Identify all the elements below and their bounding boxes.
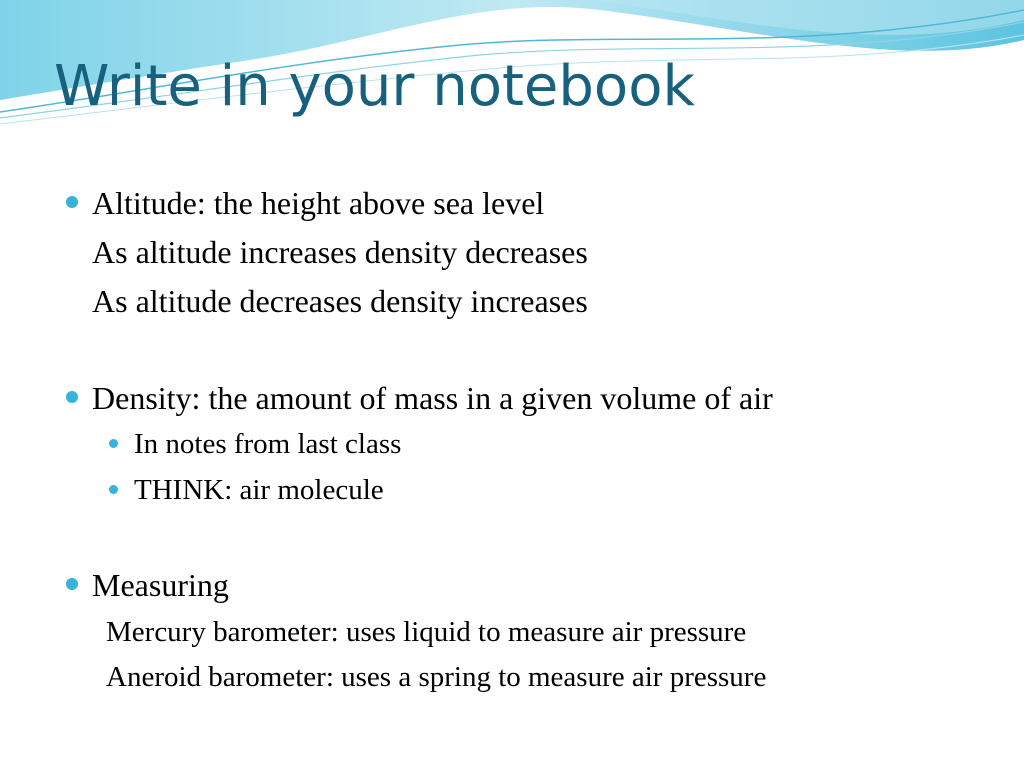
continuation-line: As altitude increases density decreases [92,234,588,270]
sub-bullet-item: THINK: air molecule [134,474,384,506]
sub-bullet-icon [109,485,118,494]
slide-title: Write in your notebook [54,54,695,119]
sub-bullet-item: In notes from last class [134,428,402,460]
bullet-altitude: Altitude: the height above sea level [92,185,545,221]
bullet-icon [66,196,78,208]
bullet-icon [66,391,78,403]
continuation-line: Mercury barometer: uses liquid to measure air pressure [106,616,747,648]
bullet-icon [66,578,78,590]
continuation-line: Aneroid barometer: uses a spring to measure air pressure [106,661,767,693]
continuation-line: As altitude decreases density increases [92,283,588,319]
bullet-measuring: Measuring [92,567,229,603]
sub-bullet-icon [109,439,118,448]
bullet-density: Density: the amount of mass in a given volume of air [92,380,773,416]
